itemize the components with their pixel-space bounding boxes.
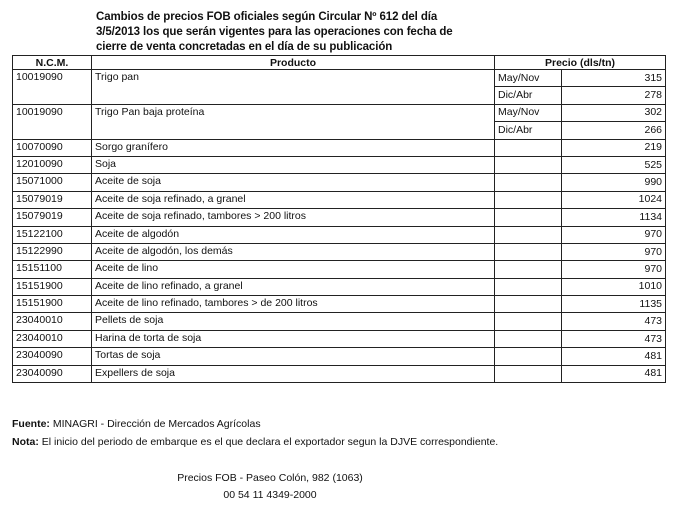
source-text: MINAGRI - Dirección de Mercados Agrícolas	[49, 418, 261, 430]
period-cell: Dic/Abr	[495, 87, 562, 104]
period-cell	[495, 209, 562, 226]
product-cell: Harina de torta de soja	[92, 330, 495, 347]
period-cell	[495, 191, 562, 208]
table-body	[13, 70, 666, 383]
period-cell	[495, 261, 562, 278]
table-row	[13, 70, 666, 87]
product-cell: Trigo Pan baja proteína	[92, 104, 495, 139]
ncm-cell: 15079019	[13, 191, 92, 208]
price-cell: 266	[562, 122, 666, 139]
period-cell	[495, 330, 562, 347]
note-text: El inicio del periodo de embarque es el que declara el exportador segun la DJVE correspondiente.	[38, 436, 499, 448]
period-cell: May/Nov	[495, 104, 562, 121]
prices-table	[12, 55, 666, 383]
period-cell	[495, 174, 562, 191]
period-cell	[495, 313, 562, 330]
price-cell: 473	[562, 330, 666, 347]
price-cell: 970	[562, 226, 666, 243]
price-cell: 481	[562, 348, 666, 365]
ncm-cell: 23040090	[13, 348, 92, 365]
price-cell: 473	[562, 313, 666, 330]
table-row	[13, 139, 666, 156]
table-row	[13, 261, 666, 278]
ncm-cell: 15122990	[13, 243, 92, 260]
table-row	[13, 296, 666, 313]
ncm-cell: 15151900	[13, 296, 92, 313]
period-cell	[495, 243, 562, 260]
period-cell: Dic/Abr	[495, 122, 562, 139]
price-cell: 970	[562, 243, 666, 260]
product-cell: Sorgo granífero	[92, 139, 495, 156]
column-header-precio: Precio (dls/tn)	[495, 56, 666, 70]
period-cell	[495, 226, 562, 243]
period-cell	[495, 365, 562, 382]
product-cell: Aceite de algodón, los demás	[92, 243, 495, 260]
product-cell: Expellers de soja	[92, 365, 495, 382]
source-label: Fuente:	[12, 418, 50, 430]
price-cell: 1134	[562, 209, 666, 226]
table-header-row	[13, 56, 666, 70]
period-cell	[495, 156, 562, 173]
table-row	[13, 313, 666, 330]
ncm-cell: 15122100	[13, 226, 92, 243]
price-cell: 278	[562, 87, 666, 104]
ncm-cell: 23040010	[13, 313, 92, 330]
product-cell: Pellets de soja	[92, 313, 495, 330]
price-cell: 481	[562, 365, 666, 382]
ncm-cell: 10019090	[13, 104, 92, 139]
price-cell: 1024	[562, 191, 666, 208]
column-header-producto: Producto	[92, 56, 495, 70]
product-cell: Trigo pan	[92, 70, 495, 105]
product-cell: Aceite de soja refinado, a granel	[92, 191, 495, 208]
price-cell: 1010	[562, 278, 666, 295]
note-label: Nota:	[12, 436, 39, 448]
ncm-cell: 10070090	[13, 139, 92, 156]
table-row	[13, 104, 666, 121]
product-cell: Tortas de soja	[92, 348, 495, 365]
table-row	[13, 226, 666, 243]
ncm-cell: 10019090	[13, 70, 92, 105]
ncm-cell: 23040090	[13, 365, 92, 382]
period-cell	[495, 278, 562, 295]
period-cell	[495, 139, 562, 156]
title-line: Cambios de precios FOB oficiales según Circular Nº 612 del día	[96, 11, 438, 23]
column-header-ncm: N.C.M.	[13, 56, 92, 70]
ncm-cell: 23040010	[13, 330, 92, 347]
table-row	[13, 243, 666, 260]
table-row	[13, 365, 666, 382]
source-note	[12, 417, 261, 431]
product-cell: Aceite de lino	[92, 261, 495, 278]
price-cell: 1135	[562, 296, 666, 313]
document-title	[96, 10, 496, 55]
product-cell: Aceite de soja	[92, 174, 495, 191]
table-row	[13, 191, 666, 208]
product-cell: Soja	[92, 156, 495, 173]
table-row	[13, 278, 666, 295]
note	[12, 435, 498, 449]
period-cell: May/Nov	[495, 70, 562, 87]
product-cell: Aceite de soja refinado, tambores > 200 litros	[92, 209, 495, 226]
price-cell: 525	[562, 156, 666, 173]
period-cell	[495, 348, 562, 365]
ncm-cell: 15079019	[13, 209, 92, 226]
contact-address: Precios FOB - Paseo Colón, 982 (1063)	[177, 472, 363, 484]
ncm-cell: 15151100	[13, 261, 92, 278]
table-row	[13, 174, 666, 191]
ncm-cell: 12010090	[13, 156, 92, 173]
price-cell: 990	[562, 174, 666, 191]
price-cell: 302	[562, 104, 666, 121]
price-cell: 970	[562, 261, 666, 278]
price-cell: 315	[562, 70, 666, 87]
period-cell	[495, 296, 562, 313]
table-row	[13, 209, 666, 226]
price-cell: 219	[562, 139, 666, 156]
title-line: 3/5/2013 los que serán vigentes para las operaciones con fecha de	[96, 26, 453, 38]
product-cell: Aceite de lino refinado, a granel	[92, 278, 495, 295]
contact-phone: 00 54 11 4349-2000	[223, 489, 317, 501]
table-row	[13, 156, 666, 173]
product-cell: Aceite de lino refinado, tambores > de 200 litros	[92, 296, 495, 313]
product-cell: Aceite de algodón	[92, 226, 495, 243]
title-line: cierre de venta concretadas en el día de su publicación	[96, 41, 393, 53]
ncm-cell: 15071000	[13, 174, 92, 191]
table-row	[13, 330, 666, 347]
ncm-cell: 15151900	[13, 278, 92, 295]
table-row	[13, 348, 666, 365]
